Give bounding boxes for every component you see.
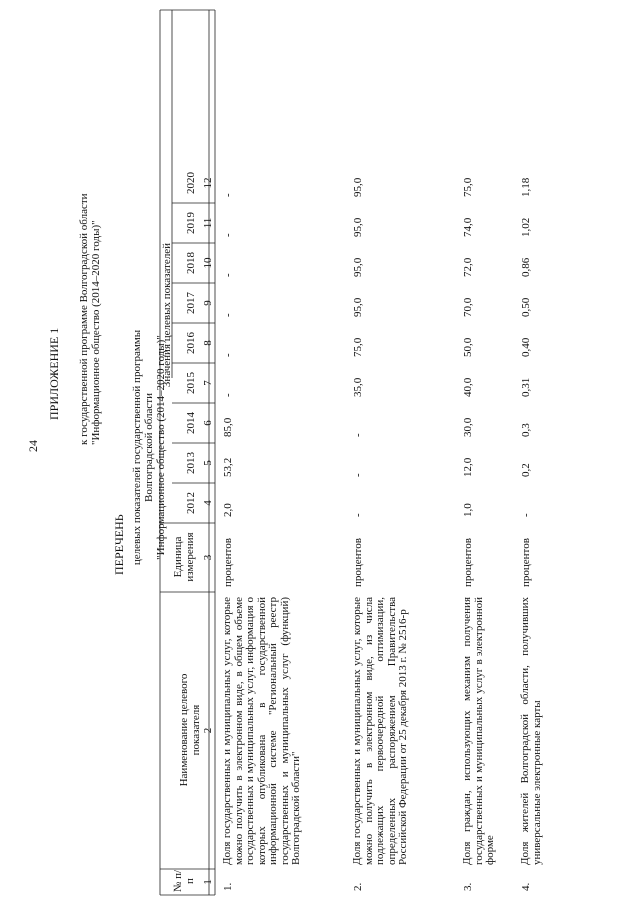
row-value-2016: 0,40 <box>520 337 532 357</box>
row-unit: процентов <box>462 538 474 587</box>
appendix-title: ПРИЛОЖЕНИЕ 1 <box>47 327 61 420</box>
row-number: 3. <box>462 882 474 891</box>
column-number-1: 1 <box>202 879 214 885</box>
row-value-2017: 70,0 <box>462 297 474 317</box>
header-unit: Единица измерения <box>172 532 196 582</box>
row-indicator-name: Доля государственных и муниципальных услуг, которые можно получить в электронном виде, из числа подлежащих первоочередной оптимизации, определенных распоряжением Правительства Российской Федерации от 25 декабря 2013 г. № 2516-р <box>351 597 409 865</box>
year-header-2019: 2019 <box>185 212 197 234</box>
appendix-subtitle-line2: "Информационное общество (2014–2020 годы)" <box>90 220 102 445</box>
year-header-2018: 2018 <box>185 252 197 274</box>
appendix-subtitle-line1: к государственной программе Волгоградской области <box>78 193 90 445</box>
column-number-12: 12 <box>202 177 214 189</box>
header-name: Наименование целевого показателя <box>178 673 202 787</box>
row-value-2014: - <box>352 433 364 437</box>
document-title: ПЕРЕЧЕНЬ <box>112 514 126 575</box>
row-number: 1. <box>222 882 234 891</box>
row-value-2020: 1,18 <box>520 177 532 197</box>
header-num: № п/п <box>172 869 196 893</box>
year-header-2017: 2017 <box>185 292 197 314</box>
row-value-2012: 2,0 <box>222 503 234 517</box>
row-value-2012: - <box>520 513 532 517</box>
row-value-2016: 50,0 <box>462 337 474 357</box>
row-value-2019: - <box>222 233 234 237</box>
row-value-2012: - <box>352 513 364 517</box>
year-header-2020: 2020 <box>185 172 197 194</box>
header-values-group: Значения целевых показателей <box>161 242 173 388</box>
row-value-2015: 35,0 <box>352 377 364 397</box>
column-number-7: 7 <box>202 380 214 386</box>
row-value-2019: 1,02 <box>520 217 532 237</box>
row-value-2014: 85,0 <box>222 417 234 437</box>
row-number: 2. <box>352 882 364 891</box>
row-value-2013: 12,0 <box>462 457 474 477</box>
document-subtitle-line1: целевых показателей государственной программы Волгоградской области <box>131 329 155 566</box>
row-number: 4. <box>520 882 532 891</box>
document-subtitle-line2: "Информационное общество (2014–2020 годы)" <box>155 335 167 560</box>
row-value-2012: 1,0 <box>462 503 474 517</box>
row-value-2014: 30,0 <box>462 417 474 437</box>
year-header-2014: 2014 <box>185 412 197 434</box>
row-value-2013: - <box>352 473 364 477</box>
row-value-2018: 0,86 <box>520 257 532 277</box>
column-number-3: 3 <box>202 554 214 561</box>
year-header-2012: 2012 <box>185 492 197 514</box>
row-value-2017: - <box>222 313 234 317</box>
column-number-6: 6 <box>202 420 214 426</box>
row-value-2015: - <box>222 393 234 397</box>
row-value-2015: 40,0 <box>462 377 474 397</box>
row-value-2020: - <box>222 193 234 197</box>
page-number: 24 <box>26 440 40 452</box>
row-unit: процентов <box>520 538 532 587</box>
row-value-2020: 75,0 <box>462 177 474 197</box>
row-value-2017: 95,0 <box>352 297 364 317</box>
column-number-9: 9 <box>202 300 214 306</box>
row-unit: процентов <box>222 538 234 587</box>
row-value-2017: 0,50 <box>520 297 532 317</box>
row-value-2018: - <box>222 273 234 277</box>
row-value-2019: 95,0 <box>352 217 364 237</box>
row-value-2020: 95,0 <box>352 177 364 197</box>
year-header-2015: 2015 <box>185 372 197 394</box>
row-unit: процентов <box>352 538 364 587</box>
row-value-2019: 74,0 <box>462 217 474 237</box>
column-number-10: 10 <box>202 257 214 269</box>
row-indicator-name: Доля граждан, использующих механизм получения государственных и муниципальных услуг в электронной форме <box>461 597 496 865</box>
row-value-2016: - <box>222 353 234 357</box>
year-header-2016: 2016 <box>185 332 197 354</box>
row-value-2015: 0,31 <box>520 377 532 397</box>
row-value-2018: 72,0 <box>462 257 474 277</box>
row-indicator-name: Доля государственных и муниципальных услуг, которые можно получить в электронном виде, в общем объеме государственных и муниципальных услуг, информация о которых опубликована в государственной информационной системе "Региональный реестр государственных и муниципальных услуг (функций) Волгоградской области" <box>221 597 302 865</box>
row-value-2013: 53,2 <box>222 457 234 477</box>
year-header-2013: 2013 <box>185 452 197 474</box>
column-number-11: 11 <box>202 217 214 229</box>
row-value-2018: 95,0 <box>352 257 364 277</box>
row-indicator-name: Доля жителей Волгоградской области, получивших универсальные электронные карты <box>519 597 543 865</box>
column-number-4: 4 <box>202 500 214 506</box>
column-number-2: 2 <box>202 727 214 734</box>
column-number-8: 8 <box>202 340 214 346</box>
column-number-5: 5 <box>202 460 214 466</box>
row-value-2013: 0,2 <box>520 463 532 477</box>
row-value-2016: 75,0 <box>352 337 364 357</box>
row-value-2014: 0,3 <box>520 423 532 437</box>
